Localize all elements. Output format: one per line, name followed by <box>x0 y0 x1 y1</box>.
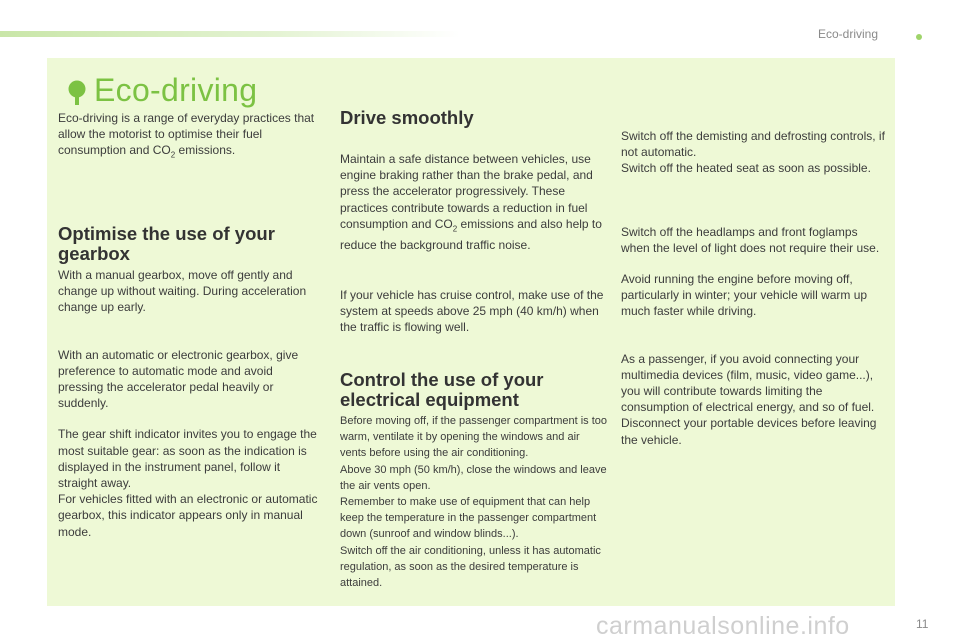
right-paragraph: Disconnect your portable devices before leaving the vehicle. <box>621 416 877 447</box>
watermark: carmanualsonline.info <box>596 612 850 640</box>
electrical-paragraph: Remember to make use of equipment that can help keep the temperature in the passenger compartment down (sunroof and window blinds...). <box>340 496 597 541</box>
page-title: Eco-driving <box>94 72 258 108</box>
right-paragraph: As a passenger, if you avoid connecting your multimedia devices (film, music, video game...), you will contribute towards limiting the consumption of electrical energy, and so of fuel. <box>621 351 875 415</box>
right-paragraph: Switch off the demisting and defrosting controls, if not automatic. <box>621 129 885 160</box>
intro-text: Eco-driving is a range of everyday practices that allow the motorist to optimise their fuel consumption and $CO_2$ emissions. <box>58 111 315 160</box>
gearbox-paragraph: For vehicles fitted with an electronic or automatic gearbox, this indicator appears only in manual mode. <box>58 492 318 539</box>
header-bar <box>0 31 460 37</box>
electrical-paragraph: Before moving off, if the passenger compartment is too warm, ventilate it by opening the windows and air vents before using the air conditioning. <box>340 415 607 460</box>
smooth-heading: Drive smoothly <box>340 107 474 128</box>
gearbox-section <box>58 224 320 540</box>
smooth-section <box>340 108 608 335</box>
tree-icon <box>66 80 88 106</box>
right-paragraph: Avoid running the engine before moving off, particularly in winter; your vehicle will warm up much faster while driving. <box>621 272 868 319</box>
smooth-paragraph: Maintain a safe distance between vehicles, use engine braking rather than the brake pedal, and press the accelerator progressively. These practices contribute towards a reduction in fuel consumption and $CO_2$ emissions and also help to reduce the background traffic noise. <box>340 152 602 253</box>
right-paragraph: Switch off the heated seat as soon as possible. <box>621 161 871 176</box>
header-dot <box>916 34 922 40</box>
electrical-heading: Control the use of your electrical equipment <box>340 369 544 410</box>
smooth-paragraph: If your vehicle has cruise control, make use of the system at speeds above 25 mph (40 km/h) when the traffic is flowing well. <box>340 287 604 335</box>
gearbox-paragraph: The gear shift indicator invites you to engage the most suitable gear: as soon as the indication is displayed in the instrument panel, follow it straight away. <box>58 427 317 491</box>
electrical-paragraph: Above 30 mph (50 km/h), close the windows and leave the air vents open. <box>340 463 607 492</box>
right-column <box>621 128 887 448</box>
intro-column <box>58 110 320 164</box>
right-paragraph: Switch off the headlamps and front foglamps when the level of light does not require their use. <box>621 224 880 255</box>
gearbox-heading: Optimise the use of your gearbox <box>58 223 275 264</box>
page-number: 11 <box>916 617 929 631</box>
electrical-section <box>340 370 608 591</box>
gearbox-paragraph: With an automatic or electronic gearbox, give preference to automatic mode and avoid pressing the accelerator pedal heavily or suddenly. <box>58 347 299 411</box>
gearbox-paragraph: With a manual gearbox, move off gently and change up without waiting. During acceleration change up early. <box>58 268 307 315</box>
header-section-title: Eco-driving <box>818 27 879 41</box>
electrical-paragraph: Switch off the air conditioning, unless it has automatic regulation, as soon as the desired temperature is attained. <box>340 544 601 590</box>
